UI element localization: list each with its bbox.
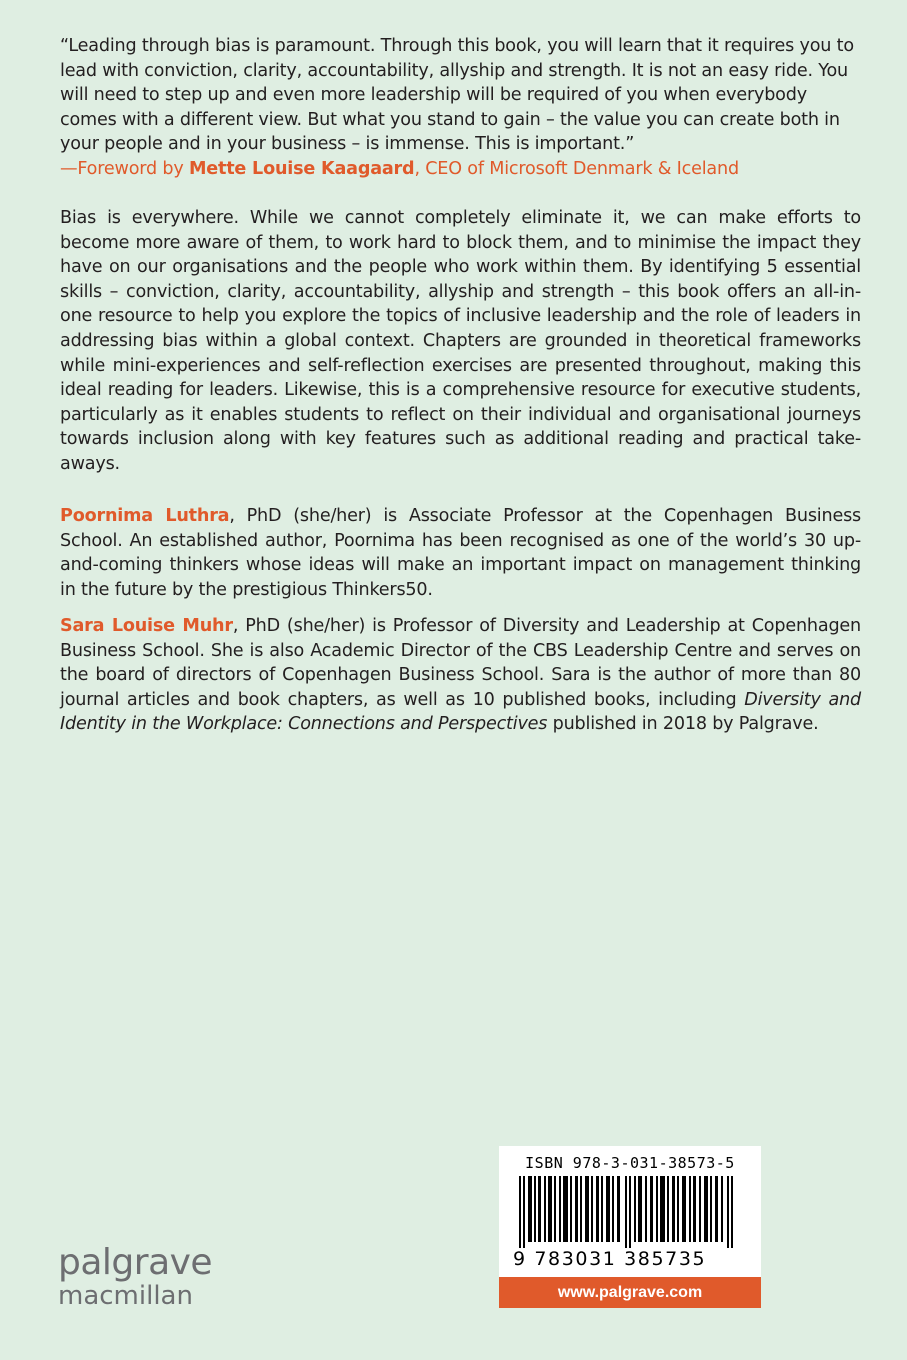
author-name: Poornima Luthra bbox=[60, 506, 230, 526]
publisher-url: www.palgrave.com bbox=[499, 1277, 761, 1308]
quote-text: “Leading through bias is paramount. Through this book, you will learn that it requires you to lead with conviction, clarity, accountability, allyship and strength. It is not an easy ride. You will need to step up and even more leadership will be required of you when everybody comes with a different view. But what you stand to gain – the value you can create both in your people and in your business – is immense. This is important.” bbox=[60, 36, 854, 155]
isbn-digits: 9 783031 385735 bbox=[513, 1248, 707, 1270]
author-bio-text: , PhD (she/her) is Professor of Diversity and Leadership at Copenhagen Business School. She is also Academic Director of the CBS Leadership Centre and serves on the board of directors of Copenhagen Business School. Sara is the author of more than 80 journal articles and book chapters, as well as 10 published books, including bbox=[60, 616, 861, 710]
author-bio-luthra bbox=[60, 504, 861, 602]
attribution-name: Mette Louise Kaagaard bbox=[188, 158, 415, 179]
author-name: Sara Louise Muhr bbox=[60, 616, 233, 636]
logo-palgrave: palgrave bbox=[58, 1242, 213, 1283]
author-bio-text: , PhD (she/her) is Associate Professor at the Copenhagen Business School. An established author, Poornima has been recognised as one of the world’s 30 up-and-coming thinkers whose ideas will make an important impact on management thinking in the future by the prestigious Thinkers50. bbox=[60, 506, 861, 600]
logo-macmillan: macmillan bbox=[58, 1281, 193, 1311]
barcode-bars bbox=[519, 1176, 741, 1248]
foreword-quote bbox=[60, 34, 861, 182]
isbn-label: ISBN 978-3-031-38573-5 bbox=[525, 1154, 735, 1172]
book-description bbox=[60, 206, 861, 477]
attribution-suffix: , CEO of Microsoft Denmark & Iceland bbox=[414, 158, 739, 179]
palgrave-macmillan-logo bbox=[58, 1244, 212, 1310]
attribution-prefix: —Foreword by bbox=[60, 158, 189, 179]
quote-attribution bbox=[60, 157, 861, 182]
author-bio-muhr bbox=[60, 614, 861, 737]
book-title: Diversity and Identity in the Workplace: Connections and Perspectives bbox=[60, 689, 861, 735]
isbn-barcode bbox=[499, 1146, 761, 1308]
author-bio-text-end: published in 2018 by Palgrave. bbox=[547, 714, 819, 735]
description-text: Bias is everywhere. While we cannot completely eliminate it, we can make efforts to become more aware of them, to work hard to block them, and to minimise the impact they have on our organisations and the people who work within them. By identifying 5 essential skills – conviction, clarity, accountability, allyship and strength – this book offers an all-in-one resource to help you explore the topics of inclusive leadership and the role of leaders in addressing bias within a global context. Chapters are grounded in theoretical frameworks while mini-experiences and self-reflection exercises are presented throughout, making this ideal reading for leaders. Likewise, this is a comprehensive resource for executive students, particularly as it enables students to reflect on their individual and organisational journeys towards inclusion along with key features such as additional reading and practical take-aways. bbox=[60, 208, 861, 474]
